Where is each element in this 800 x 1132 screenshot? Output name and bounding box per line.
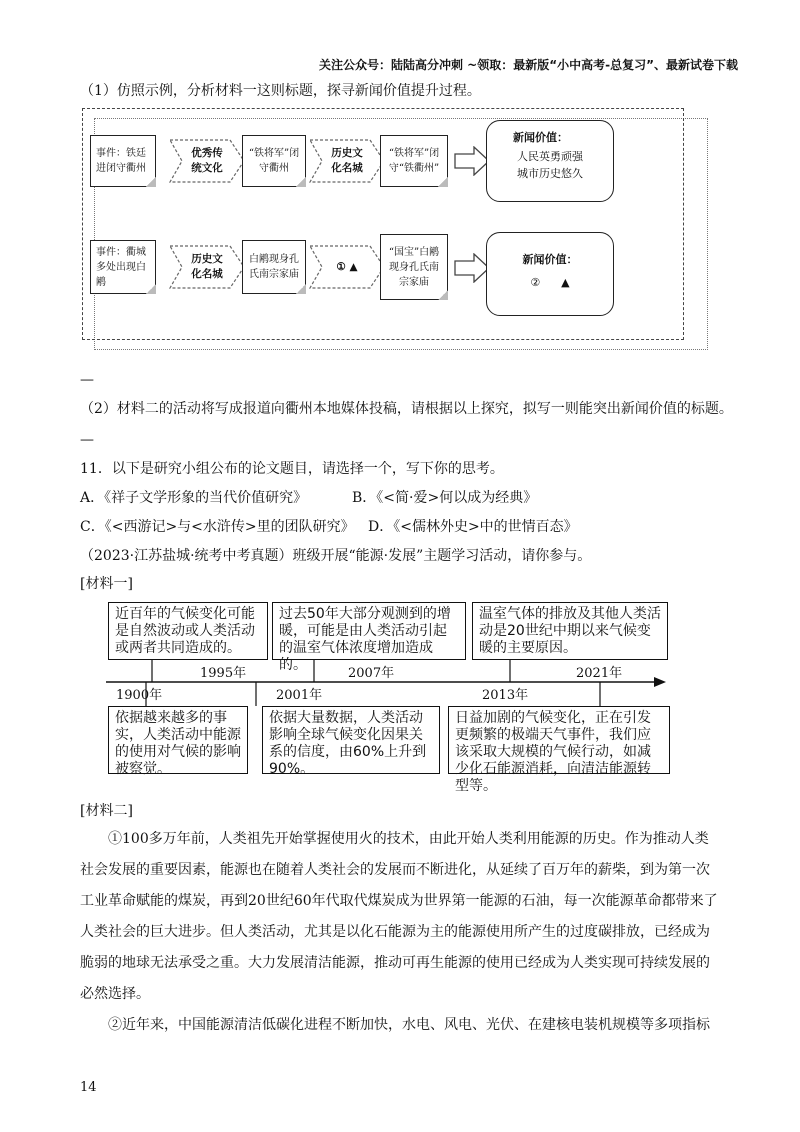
row2-step2-chevron <box>308 244 386 290</box>
timeline-year-1900: 1900年 <box>116 688 163 703</box>
page-number: 14 <box>80 1080 97 1095</box>
timeline-bottom-box-2: 依据大量数据，人类活动影响全球气候变化因果关系的信度，由60%上升到90%。 <box>262 706 440 774</box>
row1-doc3: “铁将军”闭守“铁衢州” <box>380 135 448 187</box>
answer-blank-2: — <box>80 432 94 448</box>
option-c: C．《<西游记>与<水浒传>里的团队研究》 <box>80 519 355 535</box>
news-value-diagram <box>82 108 718 348</box>
material-2-text <box>80 824 720 1041</box>
row2-result-arrow <box>454 253 490 283</box>
option-b: B．《<简·爱>何以成为经典》 <box>352 490 538 506</box>
timeline-top-box-1: 近百年的气候变化可能是自然波动或人类活动或两者共同造成的。 <box>108 602 268 660</box>
row2-step1-chevron <box>168 244 246 290</box>
row2-step2-label: ① ▲ <box>336 260 358 273</box>
row2-event-doc: 事件：衢城多处出现白鹇 <box>90 240 156 294</box>
material-2-paragraph-2: ②近年来，中国能源清洁低碳化进程不断加快，水电、风电、光伏、在建核电装机规模等多项指标 <box>108 1017 710 1033</box>
row1-result-body: 人民英勇顽强城市历史悠久 <box>517 150 583 180</box>
timeline-top-box-2: 过去50年大部分观测到的增暖，可能是由人类活动引起的温室气体浓度增加造成的。 <box>272 602 466 660</box>
row2-result-title: 新闻价值： <box>522 253 578 266</box>
timeline-bottom-box-3: 日益加剧的气候变化，正在引发更频繁的极端天气事件，我们应该采取大规模的气候行动，如减少化石能源消耗，向清洁能源转型等。 <box>448 706 670 774</box>
row2-doc3: “国宝”白鹇现身孔氏南宗家庙 <box>380 234 448 300</box>
climate-timeline <box>92 600 672 794</box>
material-1-label: [材料一] <box>80 576 133 592</box>
timeline-year-2007: 2007年 <box>348 666 395 681</box>
timeline-year-1995: 1995年 <box>200 666 247 681</box>
row2-step1-label: 历史文化名城 <box>191 253 223 280</box>
row1-step1-label: 优秀传统文化 <box>191 147 223 174</box>
row1-step1-chevron <box>168 138 246 184</box>
row2-result-body: ② ▲ <box>530 276 570 289</box>
row1-event-doc: 事件：铁廷进闭守衢州 <box>90 135 156 187</box>
timeline-year-2001: 2001年 <box>276 688 323 703</box>
timeline-bottom-box-1: 依据越来越多的事实，人类活动中能源的使用对气候的影响被察觉。 <box>108 706 248 774</box>
timeline-top-box-3: 温室气体的排放及其他人类活动是20世纪中期以来气候变暖的主要原因。 <box>472 602 668 660</box>
activity-intro: （2023·江苏盐城·统考中考真题）班级开展“能源·发展”主题学习活动，请你参与。 <box>80 548 592 564</box>
row1-result-arrow <box>454 146 490 176</box>
option-a: A．《祥子文学形象的当代价值研究》 <box>80 490 308 506</box>
question-11: 11．以下是研究小组公布的论文题目，请选择一个，写下你的思考。 <box>80 461 504 477</box>
timeline-year-2013: 2013年 <box>482 688 529 703</box>
row2-result-box <box>486 232 614 316</box>
row1-step2-label: 历史文化名城 <box>331 147 363 174</box>
material-2-label: [材料二] <box>80 803 133 819</box>
question-1: （1）仿照示例，分析材料一这则标题，探寻新闻价值提升过程。 <box>80 83 481 99</box>
answer-blank-1: — <box>80 372 94 388</box>
row1-result-title: 新闻价值： <box>513 131 568 144</box>
row1-doc2: “铁将军”闭守衢州 <box>242 135 306 187</box>
question-2: （2）材料二的活动将写成报道向衢州本地媒体投稿，请根据以上探究，拟写一则能突出新闻价值的标题。 <box>80 401 733 417</box>
timeline-year-2021: 2021年 <box>576 666 623 681</box>
option-d: D．《<儒林外史>中的世情百态》 <box>368 519 578 535</box>
row1-step2-chevron <box>308 138 386 184</box>
material-2-paragraph-1: ①100多万年前，人类祖先开始掌握使用火的技术，由此开始人类利用能源的历史。作为推动人类社会发展的重要因素，能源也在随着人类社会的发展而不断进化，从延续了百万年的薪柴，到为第一次工业革命赋能的煤炭，再到20世纪60年代取代煤炭成为世界第一能源的石油，每一次能源革命都带来了人类社会的巨大进步。但人类活动，尤其是以化石能源为主的能源使用所产生的过度碳排放，已经成为脆弱的地球无法承受之重。大力发展清洁能源，推动可再生能源的使用已经成为人类实现可持续发展的必然选择。 <box>80 831 718 1002</box>
row2-doc2: 白鹇现身孔氏南宗家庙 <box>242 240 306 294</box>
row1-result-box <box>486 120 614 202</box>
page-header: 关注公众号：陆陆高分冲刺 ~领取：最新版“小中高考-总复习”、最新试卷下载 <box>319 58 738 72</box>
